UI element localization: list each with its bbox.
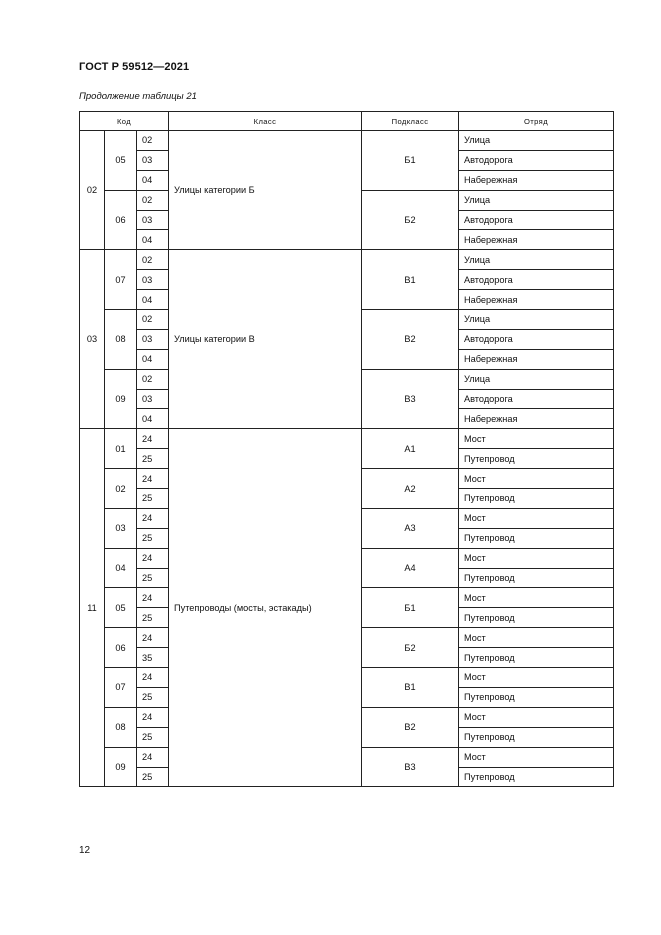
order-cell: Мост — [459, 747, 614, 767]
classifier-table — [79, 111, 614, 787]
item-code: 25 — [137, 727, 169, 747]
subgroup-code: 03 — [105, 508, 137, 548]
subgroup-code: 02 — [105, 469, 137, 509]
order-cell: Мост — [459, 548, 614, 568]
item-code: 04 — [137, 290, 169, 310]
item-code: 24 — [137, 508, 169, 528]
document-code: ГОСТ Р 59512—2021 — [79, 61, 190, 73]
item-code: 02 — [137, 310, 169, 330]
item-code: 24 — [137, 707, 169, 727]
item-code: 24 — [137, 548, 169, 568]
order-cell: Мост — [459, 469, 614, 489]
order-cell: Мост — [459, 707, 614, 727]
item-code: 24 — [137, 429, 169, 449]
item-code: 02 — [137, 369, 169, 389]
order-cell: Улица — [459, 310, 614, 330]
item-code: 35 — [137, 648, 169, 668]
order-cell: Улица — [459, 131, 614, 151]
order-cell: Путепровод — [459, 648, 614, 668]
subclass-cell: В2 — [362, 707, 459, 747]
subgroup-code: 09 — [105, 369, 137, 429]
header-subclass: Подкласс — [362, 112, 459, 131]
order-cell: Мост — [459, 628, 614, 648]
order-cell: Набережная — [459, 290, 614, 310]
order-cell: Путепровод — [459, 449, 614, 469]
order-cell: Автодорога — [459, 389, 614, 409]
subclass-cell: В1 — [362, 668, 459, 708]
item-code: 24 — [137, 628, 169, 648]
item-code: 03 — [137, 389, 169, 409]
subclass-cell: В1 — [362, 250, 459, 310]
order-cell: Путепровод — [459, 727, 614, 747]
order-cell: Путепровод — [459, 767, 614, 787]
subclass-cell: Б2 — [362, 190, 459, 250]
subgroup-code: 07 — [105, 668, 137, 708]
group-code: 11 — [80, 429, 105, 787]
group-code: 02 — [80, 131, 105, 250]
item-code: 04 — [137, 170, 169, 190]
table-row — [80, 250, 614, 270]
table-row — [80, 131, 614, 151]
item-code: 03 — [137, 270, 169, 290]
item-code: 04 — [137, 349, 169, 369]
item-code: 03 — [137, 210, 169, 230]
item-code: 25 — [137, 489, 169, 509]
subclass-cell: Б2 — [362, 628, 459, 668]
class-cell: Улицы категории Б — [169, 131, 362, 250]
order-cell: Улица — [459, 250, 614, 270]
order-cell: Путепровод — [459, 568, 614, 588]
subgroup-code: 04 — [105, 548, 137, 588]
subclass-cell: А4 — [362, 548, 459, 588]
item-code: 04 — [137, 409, 169, 429]
order-cell: Набережная — [459, 170, 614, 190]
order-cell: Путепровод — [459, 687, 614, 707]
subgroup-code: 06 — [105, 628, 137, 668]
order-cell: Набережная — [459, 409, 614, 429]
subclass-cell: Б1 — [362, 131, 459, 191]
subclass-cell: Б1 — [362, 588, 459, 628]
subclass-cell: А1 — [362, 429, 459, 469]
item-code: 03 — [137, 150, 169, 170]
item-code: 24 — [137, 588, 169, 608]
subgroup-code: 05 — [105, 588, 137, 628]
order-cell: Автодорога — [459, 270, 614, 290]
class-cell: Путепроводы (мосты, эстакады) — [169, 429, 362, 787]
subgroup-code: 08 — [105, 310, 137, 370]
item-code: 25 — [137, 449, 169, 469]
group-code: 03 — [80, 250, 105, 429]
item-code: 25 — [137, 608, 169, 628]
order-cell: Мост — [459, 668, 614, 688]
header-code: Код — [80, 112, 169, 131]
header-order: Отряд — [459, 112, 614, 131]
subgroup-code: 09 — [105, 747, 137, 787]
class-cell: Улицы категории В — [169, 250, 362, 429]
item-code: 25 — [137, 528, 169, 548]
item-code: 24 — [137, 668, 169, 688]
header-class: Класс — [169, 112, 362, 131]
order-cell: Автодорога — [459, 150, 614, 170]
table-row — [80, 429, 614, 449]
order-cell: Автодорога — [459, 210, 614, 230]
item-code: 03 — [137, 329, 169, 349]
subgroup-code: 01 — [105, 429, 137, 469]
subgroup-code: 06 — [105, 190, 137, 250]
order-cell: Улица — [459, 190, 614, 210]
item-code: 02 — [137, 131, 169, 151]
subgroup-code: 07 — [105, 250, 137, 310]
subclass-cell: А2 — [362, 469, 459, 509]
item-code: 25 — [137, 687, 169, 707]
item-code: 24 — [137, 747, 169, 767]
item-code: 24 — [137, 469, 169, 489]
subclass-cell: В3 — [362, 369, 459, 429]
order-cell: Путепровод — [459, 528, 614, 548]
page-number: 12 — [79, 845, 91, 856]
item-code: 04 — [137, 230, 169, 250]
subgroup-code: 05 — [105, 131, 137, 191]
order-cell: Путепровод — [459, 608, 614, 628]
table-body — [80, 131, 614, 787]
table-continuation-caption: Продолжение таблицы 21 — [79, 91, 197, 102]
item-code: 02 — [137, 250, 169, 270]
order-cell: Мост — [459, 588, 614, 608]
order-cell: Набережная — [459, 349, 614, 369]
item-code: 25 — [137, 767, 169, 787]
order-cell: Набережная — [459, 230, 614, 250]
order-cell: Мост — [459, 429, 614, 449]
subclass-cell: А3 — [362, 508, 459, 548]
order-cell: Улица — [459, 369, 614, 389]
order-cell: Автодорога — [459, 329, 614, 349]
subclass-cell: В2 — [362, 310, 459, 370]
subgroup-code: 08 — [105, 707, 137, 747]
order-cell: Путепровод — [459, 489, 614, 509]
order-cell: Мост — [459, 508, 614, 528]
table-header-row — [80, 112, 614, 131]
subclass-cell: В3 — [362, 747, 459, 787]
item-code: 02 — [137, 190, 169, 210]
item-code: 25 — [137, 568, 169, 588]
